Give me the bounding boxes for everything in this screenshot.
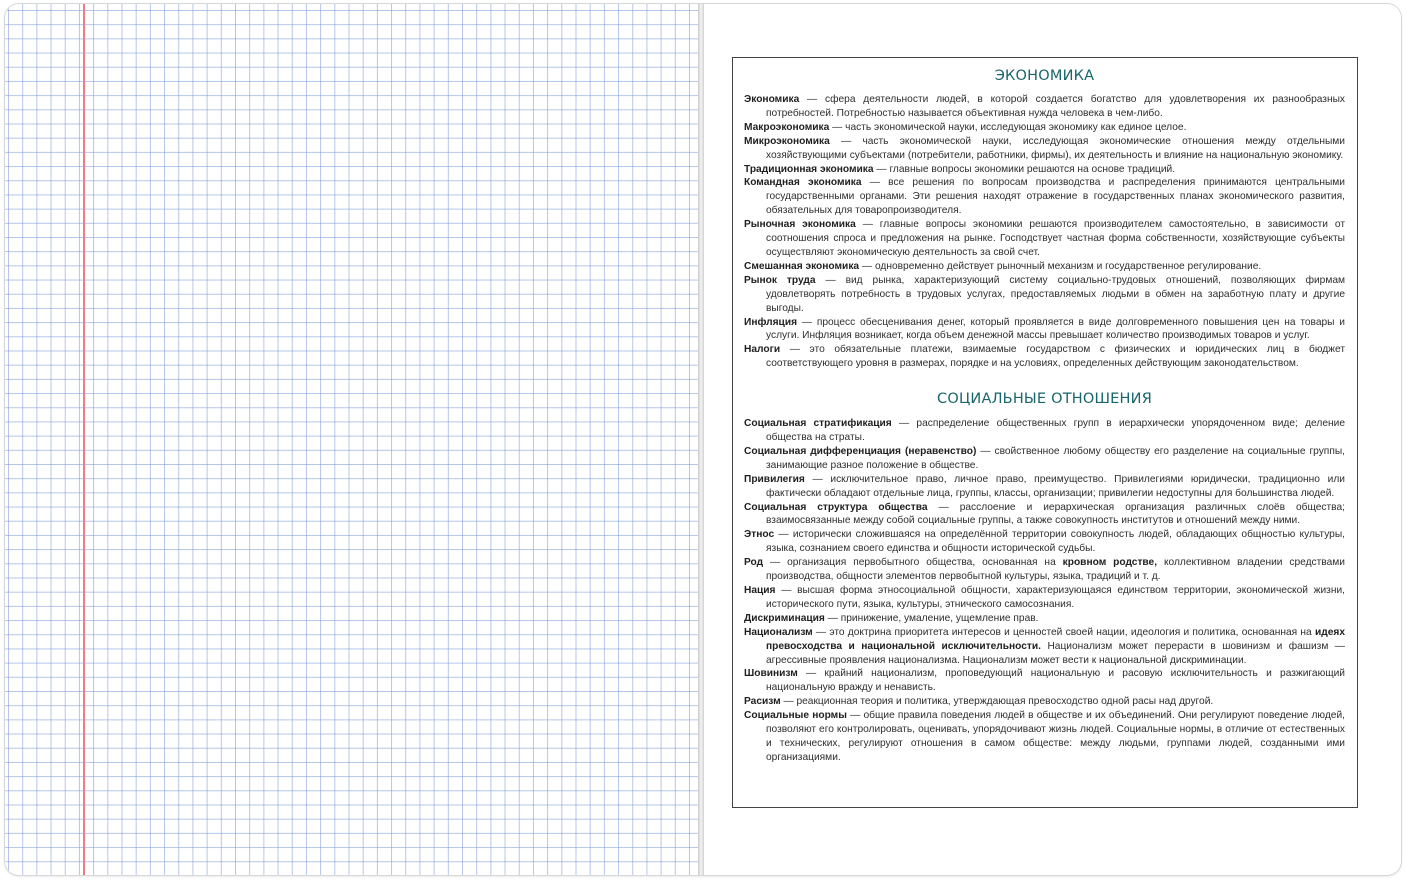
entry-definition: главные вопросы экономики решаются производителем самостоятельно, в зависимости от соотношения спроса и предложения на рынке. Господствует частная форма собственности, хозяйствующие субъекты осуществляют экономическую деятельность за свой счет. [766, 219, 1345, 258]
entry-term: Национализм [744, 626, 813, 638]
entry-social-differentiation: Социальная дифференциация (неравенство) — свойственное любому обществу его разделение на социальные группы, занимающие разное положение в обществе. [744, 445, 1345, 471]
entry-definition: исключительное право, личное право, преимущество. Привилегиями юридически, традиционно или фактически обладают отдельные лица, группы, классы, организации; привилегии недоступны для большинства людей. [766, 473, 1345, 499]
entry-microeconomics: Микроэкономика — часть экономической науки, исследующая экономические отношения между отдельными хозяйствующими субъектами (потребители, работники, фирмы), их деятельность и влияние на национальную экономику. [744, 135, 1345, 161]
entry-term: Социальная дифференциация (неравенство) [744, 445, 977, 457]
entry-definition: общие правила поведения людей в обществе и их объединений. Они регулируют поведение людей, позволяют его контролировать, оценивать, упорядочивают жизнь людей. Социальные нормы, в отличие от естественных и технических, регулируют отношения в самом обществе: между людьми, группами людей, созданными ими организациями. [766, 710, 1345, 763]
entry-social-norms: Социальные нормы — общие правила поведения людей в обществе и их объединений. Они регулируют поведение людей, позволяют его контролировать, оценивать, упорядочивают жизнь людей. Социальные нормы, в отличие от естественных и технических, регулируют отношения в самом обществе: между людьми, группами людей, созданными ими организациями. [744, 710, 1345, 763]
entry-definition: это обязательные платежи, взимаемые государством с физических и юридических лиц в бюджет соответствующего уровня в размерах, порядке и на условиях, определенных действующим законодательством. [766, 344, 1345, 370]
reference-box [732, 57, 1358, 808]
entry-definition: организация первобытного общества, основанная на [787, 557, 1056, 569]
entry-emphasis: идеях превосходства и национальной исключительности. [766, 626, 1345, 652]
entry-definition: высшая форма этносоциальной общности, характеризующаяся единством территории, экономической жизни, исторического пути, языка, культуры, этнического самосознания. [766, 585, 1345, 610]
section-title-social-relations: СОЦИАЛЬНЫЕ ОТНОШЕНИЯ [937, 391, 1152, 408]
entry-traditional-economy: Традиционная экономика — главные вопросы экономики решаются на основе традиций. [744, 163, 1176, 175]
entry-term: Микроэкономика [744, 135, 830, 147]
entry-definition: процесс обесценивания денег, который проявляется в виде долговременного повышения цен на товары и услуги. Инфляция возникает, когда объем денежной массы превышает количество производимых товаров и услуг. [766, 316, 1345, 342]
entry-definition: вид рынка, характеризующий систему социально-трудовых отношений, позволяющих фирмам удовлетворять потребность в трудовых услугах, предоставляемых людьми в обмен на заработную плату и другие выгоды. [766, 274, 1345, 314]
entry-term: Этнос [744, 529, 775, 541]
entry-taxes: Налоги — это обязательные платежи, взимаемые государством с физических и юридических лиц в бюджет соответствующего уровня в размерах, порядке и на условиях, определенных действующим законодательством. [744, 344, 1345, 370]
notebook-spread [5, 4, 1401, 875]
entry-term: Инфляция [744, 316, 798, 328]
reference-page [704, 4, 1401, 875]
entry-definition: реакционная теория и политика, утверждающая превосходство одной расы над другой. [796, 696, 1214, 708]
entry-definition: распределение общественных групп в иерархически упорядоченном виде; деление общества на страты. [766, 418, 1345, 444]
entry-term: Традиционная экономика [744, 163, 874, 175]
entry-term: Шовинизм [744, 668, 798, 680]
entry-term: Смешанная экономика [744, 260, 860, 272]
entry-term: Социальная структура общества [744, 501, 928, 513]
entry-command-economy: Командная экономика — все решения по вопросам производства и распределения принимаются центральными государственными органами. Эти решения находят отражение в государственных планах экономического развития, обязательных для товаропроизводителя. [744, 177, 1345, 217]
entry-definition: главные вопросы экономики решаются на основе традиций. [889, 163, 1176, 175]
entry-macroeconomics: Макроэкономика — часть экономической науки, исследующая экономику как единое целое. [744, 121, 1187, 133]
entry-definition: часть экономической науки, исследующая экономику как единое целое. [845, 121, 1187, 133]
entry-definition: исторически сложившаяся на определённой территории совокупность людей, обладающих общностью культуры, языка, сознанием своего единства и общности исторической судьбы. [766, 529, 1345, 555]
entry-market-economy: Рыночная экономика — главные вопросы экономики решаются производителем самостоятельно, в зависимости от соотношения спроса и предложения на рынке. Господствует частная форма собственности, хозяйствующие субъекты осуществляют экономическую деятельность за свой счет. [744, 219, 1345, 258]
entry-term: Привилегия [744, 473, 805, 485]
entry-term: Экономика [744, 94, 800, 105]
red-margin-line [83, 4, 85, 875]
entry-term: Социальная стратификация [744, 418, 892, 430]
entry-definition: часть экономической науки, исследующая экономические отношения между отдельными хозяйствующими субъектами (потребители, работники, фирмы), их деятельность и влияние на национальную экономику. [766, 135, 1345, 161]
entry-definition: принижение, умаление, ущемление прав. [840, 612, 1039, 624]
entry-nation: Нация — высшая форма этносоциальной общности, характеризующаяся единством территории, экономической жизни, исторического пути, языка, культуры, этнического самосознания. [744, 585, 1345, 610]
entry-term: Расизм [744, 696, 781, 708]
entry-term: Рынок труда [744, 274, 816, 286]
entry-definition-cont: коллективном владении средствами производства, общности элементов первобытной культуры, языка, традиций и т. д. [766, 557, 1345, 583]
entry-definition: одновременно действует рыночный механизм и государственное регулирование. [874, 260, 1262, 272]
entry-term: Дискриминация [744, 612, 825, 624]
entry-definition: это доктрина приоритета интересов и ценностей своей нации, идеология и политика, основанная на [829, 626, 1312, 638]
entry-clan: Род — организация первобытного общества, основанная на кровном родстве, коллективном владении средствами производства, общности элементов первобытной культуры, языка, традиций и т. д. [744, 557, 1345, 583]
entry-chauvinism: Шовинизм — крайний национализм, проповедующий национальную и расовую исключительность и разжигающий национальную вражду и ненависть. [744, 668, 1345, 694]
entry-inflation: Инфляция — процесс обесценивания денег, который проявляется в виде долговременного повышения цен на товары и услуги. Инфляция возникает, когда объем денежной массы превышает количество производимых товаров и услуг. [744, 316, 1345, 342]
entry-definition: крайний национализм, проповедующий национальную и расовую исключительность и разжигающий национальную вражду и ненависть. [766, 668, 1345, 694]
entry-term: Социальные нормы [744, 710, 847, 722]
entry-definition: свойственное любому обществу его разделение на социальные группы, занимающие разное положение в обществе. [766, 445, 1345, 471]
entry-labor-market: Рынок труда — вид рынка, характеризующий систему социально-трудовых отношений, позволяющих фирмам удовлетворять потребность в трудовых услугах, предоставляемых людьми в обмен на заработную плату и другие выгоды. [744, 274, 1345, 314]
entry-privilege: Привилегия — исключительное право, личное право, преимущество. Привилегиями юридически, традиционно или фактически обладают отдельные лица, группы, классы, организации; привилегии недоступны для большинства людей. [744, 473, 1345, 499]
entry-emphasis: кровном родстве, [1062, 557, 1158, 569]
entry-term: Командная экономика [744, 177, 862, 189]
entry-term: Налоги [744, 344, 781, 356]
graph-paper-page [5, 4, 698, 875]
entry-economics: Экономика — сфера деятельности людей, в которой создается богатство для удовлетворения их разнообразных потребностей. Потребностью называется объективная нужда человека в чем-либо. [744, 94, 1345, 119]
entry-term: Макроэкономика [744, 121, 830, 133]
entry-social-stratification: Социальная стратификация — распределение общественных групп в иерархически упорядоченном виде; деление общества на страты. [744, 418, 1345, 444]
entry-racism: Расизм — реакционная теория и политика, утверждающая превосходство одной расы над другой. [744, 696, 1214, 708]
entry-definition: расслоение и иерархическая организация различных слоёв общества; взаимосвязанные между собой социальные группы, а также совокупность институтов и отношений между ними. [766, 501, 1345, 527]
section-title-economics: ЭКОНОМИКА [994, 68, 1095, 84]
entry-nationalism: Национализм — это доктрина приоритета интересов и ценностей своей нации, идеология и политика, основанная на идеях превосходства и национальной исключительности. Национализм может перерасти в шовинизм и фашизм — агрессивные проявления национализма. Национализм может вести к национальной дискриминации. [744, 626, 1345, 666]
entry-definition: все решения по вопросам производства и распределения принимаются центральными государственными органами. Эти решения находят отражение в государственных планах экономического развития, обязательных для товаропроизводителя. [766, 177, 1345, 217]
entry-term: Нация [744, 585, 776, 596]
entry-mixed-economy: Смешанная экономика — одновременно действует рыночный механизм и государственное регулирование. [744, 260, 1262, 272]
entry-ethnos: Этнос — исторически сложившаяся на определённой территории совокупность людей, обладающих общностью культуры, языка, сознанием своего единства и общности исторической судьбы. [744, 529, 1345, 555]
entry-definition-cont: Национализм может перерасти в шовинизм и фашизм — агрессивные проявления национализма. Национализм может вести к национальной дискриминации. [766, 640, 1345, 666]
entry-term: Род [744, 557, 764, 569]
entry-discrimination: Дискриминация — принижение, умаление, ущемление прав. [744, 612, 1039, 624]
entry-term: Рыночная экономика [744, 219, 856, 231]
entry-social-structure: Социальная структура общества — расслоение и иерархическая организация различных слоёв общества; взаимосвязанные между собой социальные группы, а также совокупность институтов и отношений между ними. [744, 501, 1345, 527]
entry-definition: сфера деятельности людей, в которой создается богатство для удовлетворения их разнообразных потребностей. Потребностью называется объективная нужда человека в чем-либо. [766, 94, 1345, 119]
